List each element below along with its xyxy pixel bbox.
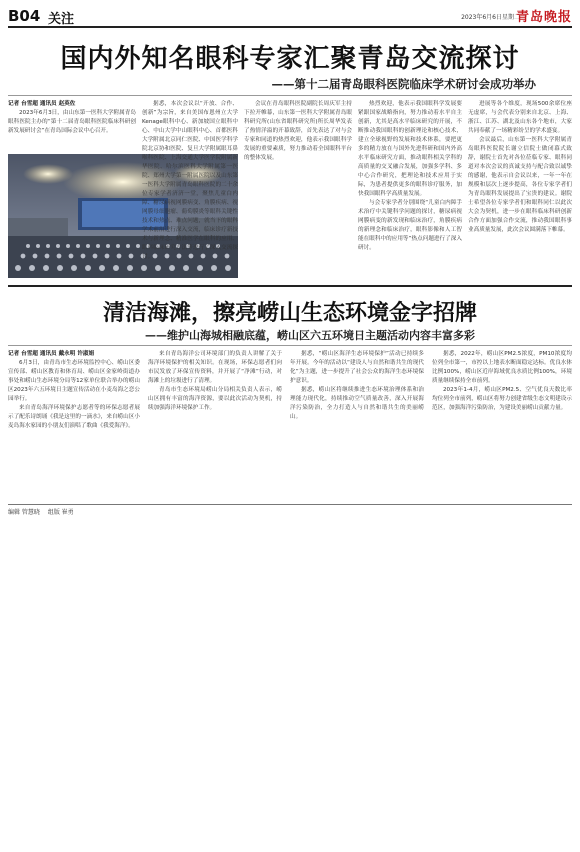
article1-column-3	[358, 100, 462, 280]
editor-credit: 编辑 管慧晓	[8, 509, 40, 516]
issue-weekday: 星期二	[501, 14, 520, 21]
article2-byline: 记者 台雪超 通讯员 戴永明 许淑娟	[8, 351, 95, 357]
paragraph: 据悉，崂山区将继续推进生态环境治理体系和治理能力现代化，持续推动空气质量改善，深入开展海洋污染防治，全力打造人与自然和谐共生的美丽崂山。	[290, 387, 424, 420]
paragraph: 进展等各个维度，现场500余席位座无虚席，与会代表分别来自北京、上海、浙江、江苏、湖北及山东各个地市，大家共同奉献了一场精彩纷呈的学术盛宴。	[468, 101, 572, 134]
article1-byline: 记者 台雪超 通讯员 赵英佐	[8, 101, 76, 107]
divider	[8, 345, 572, 346]
article2-subhead: ——维护山海城相融底蕴，崂山区六五环境日主题活动内容丰富多彩	[145, 329, 475, 342]
paragraph: 据悉，2022年，崂山区PM2.5浓度，PM10浓度均位列全市第一，市控以上地表水断面稳定达标。优良水体比例100%，崂山区近岸海域优良水质比例100%，环境质量继续保持全市前列。	[432, 351, 572, 384]
footer-divider	[8, 504, 572, 505]
paragraph: 青岛市生态环境局崂山分局相关负责人表示，崂山区拥有丰富的海洋资源，要以此次活动为契机，持续加强海洋环境保护工作。	[148, 387, 282, 411]
paragraph: 2023年1-4月，崂山区PM2.5、空气优良天数比率均位列全市前列，崂山区将努力创建省级生态文明建设示范区，加强海洋污染防治，为建设美丽崂山贡献力量。	[432, 387, 572, 411]
article2-column-1	[8, 350, 140, 500]
paragraph: 据悉，本次会议以“开放、合作、创新”为宗旨，来自美国布恩州立大学Kenage眼科中心、新加坡国立眼科中心、中山大学中山眼科中心、首都医科大学附属北京同仁医院、中国医学科学院北京协和医院、复旦大学附属眼耳鼻喉科医院、上海交通大学医学院附属新华医院、哈尔滨医科大学附属第一医院、郑州大学第一附属医院以及山东第一医科大学附属青岛眼科医院的二十余位专家学者济济一堂，聚焦儿童白内障、糖尿病视网膜病变、角膜疾病、视网膜母细胞瘤、葡萄膜炎等眼科关键性技术和热点、难点问题，就当下的眼科学术前沿进行深入交流，临床诊疗新技术与新理念、精准医学在眼科的应用、眼科临床研究方法等进行了深入交流探讨。	[142, 101, 238, 260]
article1-column-4	[468, 100, 572, 280]
section-name: 关注	[48, 12, 75, 27]
layout-credit: 组版 崔勇	[47, 509, 74, 516]
article1-headline: 国内外知名眼科专家汇聚青岛交流探讨	[60, 44, 520, 74]
paragraph: 来自青岛海洋公司环境部门的负责人讲解了关于海洋环境保护的相关知识。在现场，环保志愿者们向市民发放了环保宣传资料，并开展了“净滩”行动，对海滩上的垃圾进行了清理。	[148, 351, 282, 384]
paragraph: 会议在青岛眼科医院副院长周庆军主持下拉开帷幕，山东第一医科大学附属青岛眼科研究所(山东省眼科研究所)所长周华发表了热情洋溢的开幕致辞，首先表达了对与会专家和同道的热烈欢迎，他表示我国眼科学发展的重要素质，努力推动着全国眼科平台的整体发展。	[244, 101, 352, 161]
newspaper-masthead: 青岛晚报	[515, 10, 572, 25]
paragraph: 与会专家学者分别围绕“儿童白内障手术治疗中关键科学问题的探讨，糖尿病视网膜病变的新发现和临床治疗，角膜疾病的新理念和临床治疗，眼科影像和人工智能在眼科中的应用等”热点问题进行了深入研讨。	[358, 200, 462, 251]
paragraph: 会议最后，山东第一医科大学附属青岛眼科医院院长谢立信院士做闭幕式致辞，谢院士首先对各位莅临专家、眼科同道对本次会议的真诚支持与配合致以诚挚的感谢，他表示自会议以来，一年一年在规模和层次上逐步提高，各位专家学者们为青岛眼科发展提出了宝贵的建议。谢院士希望各位专家学者们和眼科同仁以此次大会为契机，进一步在眼科临床科研创新合作方面加强合作交流，推动我国眼科事业高质量发展，此次会议圆满落下帷幕。	[468, 137, 572, 233]
article2-column-4	[432, 350, 572, 500]
paragraph: 6月3日，由青岛市生态环境监控中心、崂山区委宣传部、崂山区教育和体育局、崂山区金家岭街道办事处和崂山生态环境分局等12家单位联合举办的崂山区2023年六五环境日主题宣传活动在小麦岛海之恋公园举行。	[8, 360, 140, 402]
divider	[8, 95, 572, 96]
paragraph: 来自青岛海洋环境保护志愿者等的环保志愿者展示了配乐诗朗诵《我是这里的一滴水》，来自崂山区小麦岛海水家园的小朋友们演唱了歌曲《我爱海洋》。	[8, 405, 140, 429]
paragraph: 2023年6月3日，由山东第一医科大学附属青岛眼科医院主办的“第十二届青岛眼科医院临床科研创新发展研讨会”在青岛国际会议中心召开。	[8, 110, 136, 134]
article1-column-1	[8, 100, 136, 152]
page-footer	[8, 507, 80, 516]
article2-column-3	[290, 350, 424, 500]
article2-column-2	[148, 350, 282, 500]
issue-date: 2023年6月6日	[461, 14, 502, 21]
paragraph: 据悉，“崂山区海洋生态环境保护”活动已持续多年开展。今年的活动以“建设人与自然和谐共生的现代化”为主题，进一步提升了社会公众的海洋生态环境保护意识。	[290, 351, 424, 384]
article-separator	[8, 285, 572, 287]
article2-headline: 清洁海滩，擦亮崂山生态环境金字招牌	[102, 300, 477, 326]
page-code: B04	[8, 7, 41, 25]
page-header	[8, 6, 572, 28]
paragraph: 热烈欢迎，他表示我国眼科学发展要紧跟国家战略指向，努力推动着水平自主创新，尤其是高水平临床研究的开展，不断推动我国眼科的创新理论和核心技术，建立全球视野的发展和技术体系，要把更多的精力放在与国外先进科研和国内外高水平临床研究方面，推动眼科相关学科的高质量的交叉融合发展，加强多学科、多中心合作研究，把理论和技术应用于实际，为患者提供更多的眼科诊疗服务，加快我国眼科学高质量发展。	[358, 101, 462, 197]
article1-column-2-top	[142, 100, 238, 260]
article1-subhead: ——第十二届青岛眼科医院临床学术研讨会成功举办	[271, 77, 536, 91]
article1-column-2	[244, 100, 352, 280]
